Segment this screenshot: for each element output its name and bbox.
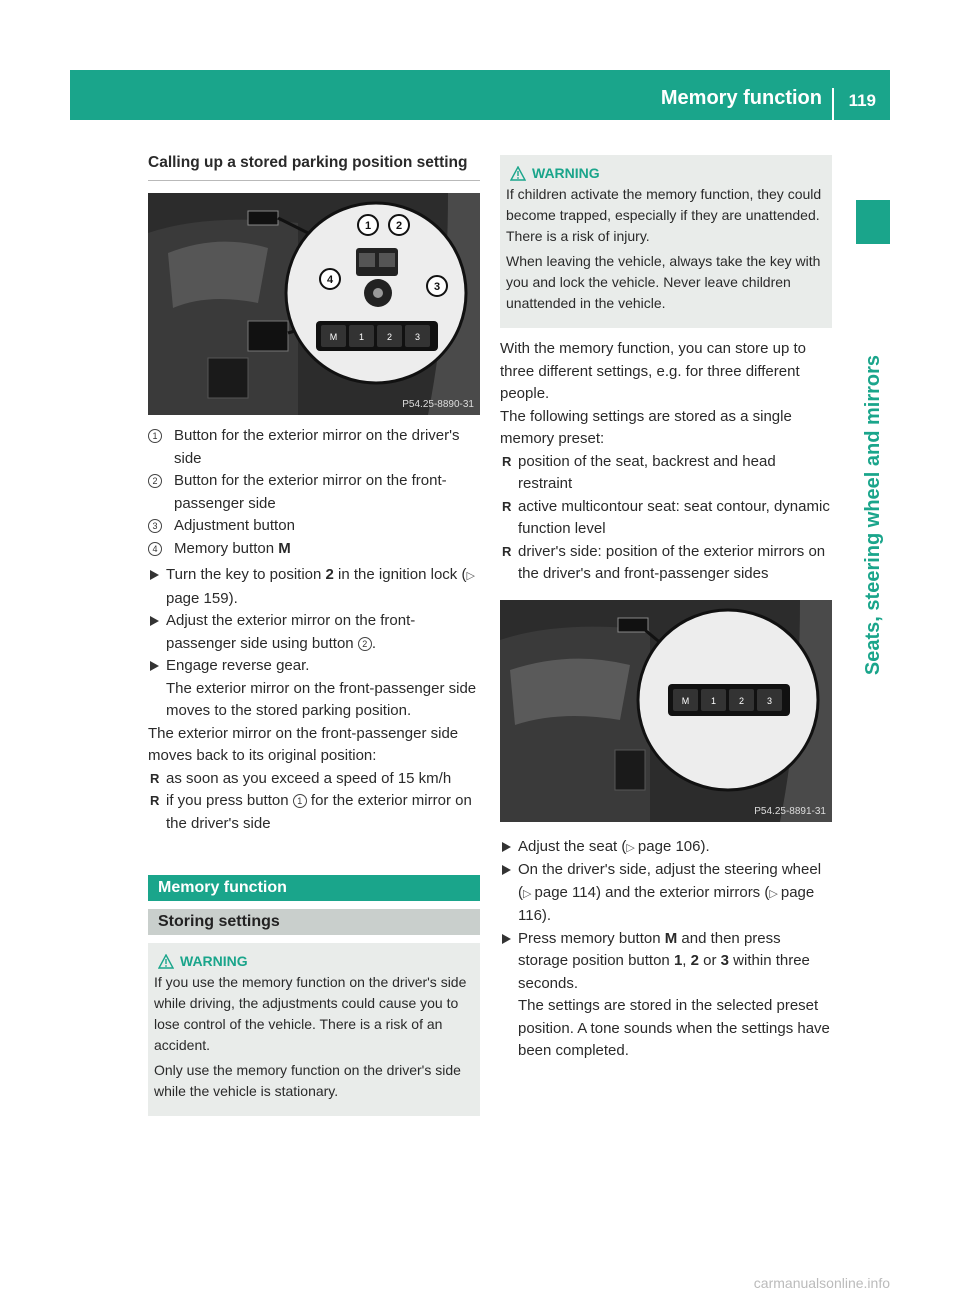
figure-code: P54.25-8890-31 (402, 399, 474, 410)
callout-3: 3 (433, 281, 441, 293)
inline-number: 1 (293, 794, 307, 808)
steps-list (148, 564, 480, 723)
header-title: Memory function (660, 87, 822, 109)
legend-text: Button for the exterior mirror on the front-passenger side (174, 472, 447, 512)
warning-label: WARNING (180, 953, 248, 969)
warning-text: If you use the memory function on the driver's side while driving, the adjustments could cause you to lose control of the vehicle. There is a risk of an accident. (154, 974, 467, 1053)
divider (148, 180, 480, 181)
button-label-m: M (329, 332, 338, 342)
door-panel-illustration (148, 193, 480, 415)
callout-2: 2 (395, 220, 403, 232)
warning-label: WARNING (532, 165, 600, 181)
legend-list (148, 425, 480, 560)
warning-triangle-icon (158, 954, 174, 969)
button-label-3: 3 (766, 695, 773, 706)
button-label-2: 2 (738, 695, 745, 706)
section-title-parking: Calling up a stored parking position setting (148, 154, 468, 171)
header-bar (70, 70, 890, 120)
door-panel-illustration (500, 600, 832, 822)
page-ref-icon: ▷ (466, 570, 475, 582)
bullet-item: R if you press button 1 for the exterior mirror on the driver's side (148, 790, 480, 835)
paragraph: The following settings are stored as a single memory preset: (500, 407, 792, 447)
steps-list (500, 836, 832, 1063)
bullet-item: R driver's side: position of the exterior mirrors on the driver's and front-passenger sides (500, 541, 832, 586)
legend-number: 3 (148, 519, 162, 533)
legend-number: 4 (148, 542, 162, 556)
warning-text: Only use the memory function on the driver's side while the vehicle is stationary. (154, 1062, 461, 1099)
page-ref-icon: ▷ (769, 887, 781, 900)
paragraph: The exterior mirror on the front-passenger side moves back to its original position: (148, 724, 459, 764)
legend-text: Memory button (174, 539, 279, 557)
warning-triangle-icon (510, 166, 526, 181)
callout-1: 1 (364, 220, 372, 232)
legend-item (148, 470, 480, 515)
inline-number: 2 (358, 637, 372, 651)
button-label-1: 1 (710, 695, 717, 706)
figure-code: P54.25-8891-31 (754, 805, 826, 817)
step-item: Adjust the seat (▷ page 106). (500, 836, 832, 860)
bullet-item: R as soon as you exceed a speed of 15 km/h (148, 768, 480, 791)
legend-number: 1 (148, 429, 162, 443)
legend-text: Button for the exterior mirror on the driver's side (174, 427, 460, 467)
step-item: Adjust the exterior mirror on the front-passenger side using button 2 . (148, 610, 480, 655)
legend-number: 2 (148, 474, 162, 488)
warning-box (500, 155, 832, 328)
warning-head (506, 163, 826, 184)
page-ref-icon: ▷ (626, 841, 638, 854)
paragraph: With the memory function, you can store up to three different settings, e.g. for three different people. (500, 340, 806, 402)
page-link[interactable]: page 114 (534, 883, 596, 901)
bullet-item: R active multicontour seat: seat contour, dynamic function level (500, 496, 832, 541)
figure-mirror-buttons (148, 193, 480, 415)
right-column (500, 155, 832, 1063)
page-number: 119 (848, 91, 876, 110)
button-label-1: 1 (358, 332, 365, 342)
side-tab-label (856, 250, 890, 770)
legend-item (148, 425, 480, 470)
section-band-memory: Memory function (148, 875, 480, 901)
bullet-list (148, 768, 480, 836)
step-item: Press memory button M and then press storage position button 1, 2 or 3 within three seconds. The settings are stored in the selected preset position. A tone sounds when the settings have been completed. (500, 928, 832, 1063)
step-item: Engage reverse gear. The exterior mirror on the front-passenger side moves to the stored parking position. (148, 655, 480, 723)
left-column (148, 152, 480, 1116)
side-tab-text: Seats, steering wheel and mirrors (861, 354, 884, 676)
callout-4: 4 (326, 274, 334, 286)
warning-box (148, 943, 480, 1116)
figure-memory-buttons (500, 600, 832, 822)
page-link[interactable]: page 159 (166, 589, 229, 607)
step-item: Turn the key to position 2 in the ignition lock (▷ page 159). (148, 564, 480, 610)
legend-item (148, 515, 480, 538)
section-band-storing: Storing settings (148, 909, 480, 935)
legend-bold: M (278, 539, 291, 557)
bullet-item: R position of the seat, backrest and head restraint (500, 451, 832, 496)
side-tab (856, 200, 890, 244)
warning-text: If children activate the memory function, they could become trapped, especially if they are unattended. There is a risk of injury. (506, 186, 822, 244)
warning-text: When leaving the vehicle, always take the key with you and lock the vehicle. Never leave children unattended in the vehicle. (506, 253, 821, 311)
legend-text: Adjustment button (174, 517, 295, 534)
footer-watermark: carmanualsonline.info (753, 1275, 890, 1291)
step-item: On the driver's side, adjust the steering wheel (▷ page 114) and the exterior mirrors (▷ page 116). (500, 859, 832, 928)
page-link[interactable]: page 106 (637, 837, 701, 855)
button-label-m: M (681, 695, 690, 706)
page-ref-icon: ▷ (523, 887, 535, 900)
legend-item (148, 538, 480, 561)
button-label-3: 3 (414, 332, 421, 342)
warning-head (154, 951, 474, 972)
bullet-list (500, 451, 832, 586)
page-link[interactable]: page 116 (518, 883, 815, 924)
button-label-2: 2 (386, 332, 393, 342)
header-divider (832, 88, 834, 120)
